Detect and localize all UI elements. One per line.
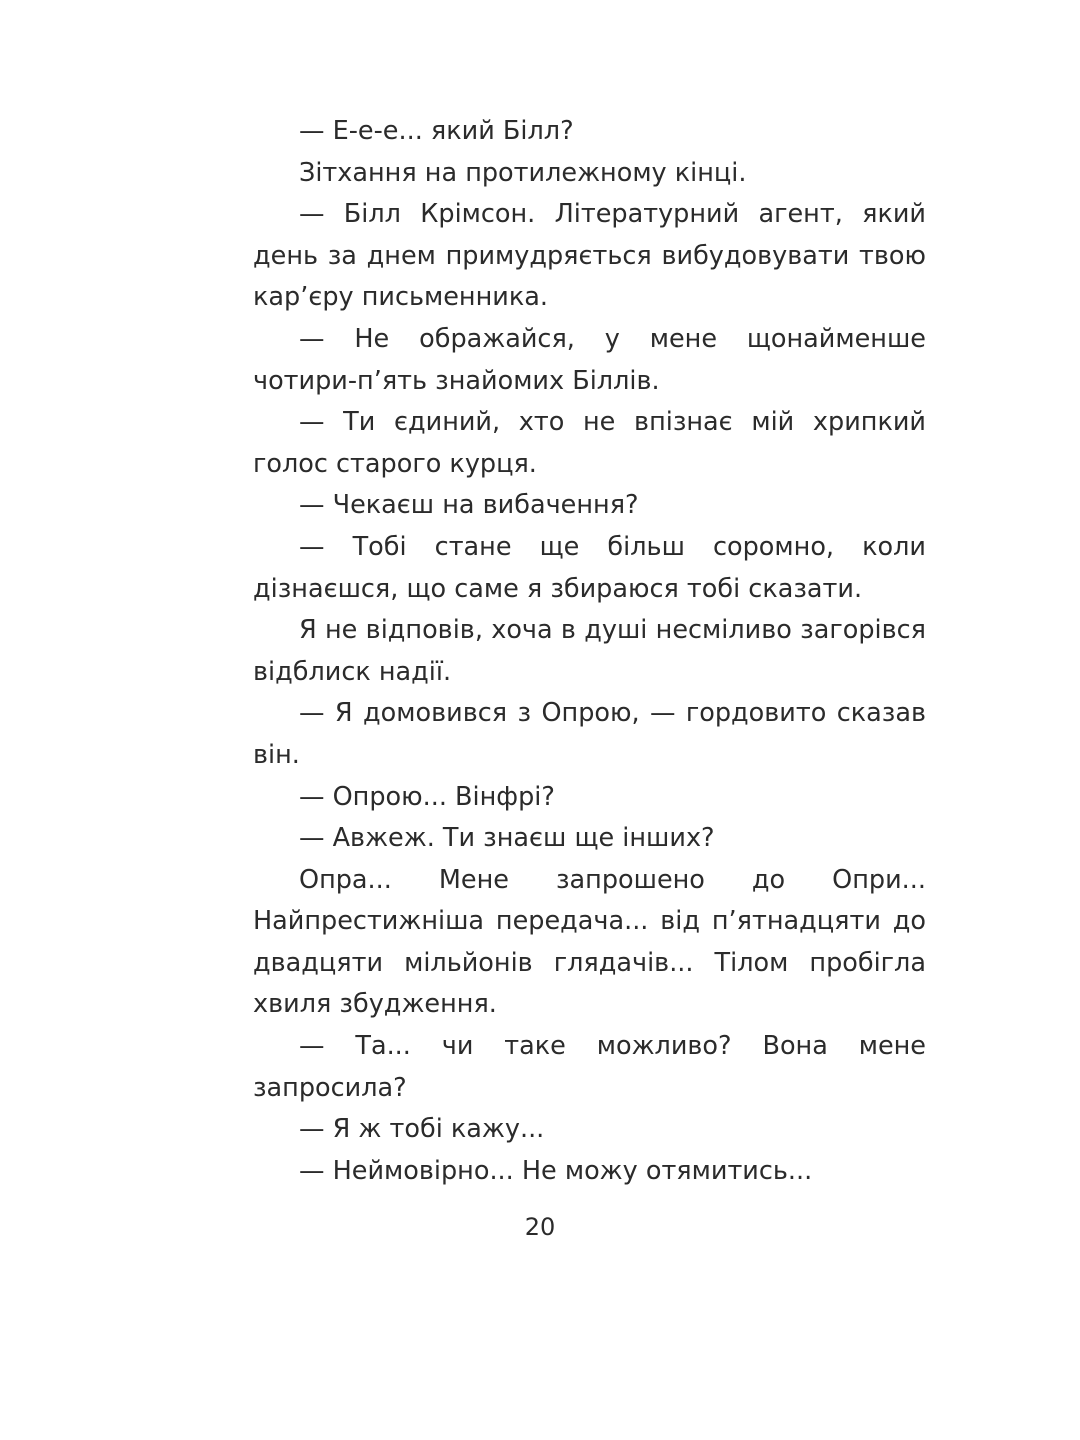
page-number: 20 — [524, 1213, 556, 1241]
paragraph: Я не відповів, хоча в душі несміливо загорівся відблиск надії. — [253, 615, 926, 687]
paragraph: — Авжеж. Ти знаєш ще інших? — [299, 823, 715, 854]
paragraph: — Не ображайся, у мене щонайменше чотири-п’ять знайомих Біллів. — [253, 323, 926, 396]
paragraph: — Я домовився з Опрою, — гордовито сказав він. — [253, 698, 926, 770]
paragraph: — Чекаєш на вибачення? — [299, 490, 639, 521]
paragraph: — Опрою... Вінфрі? — [299, 781, 555, 812]
paragraph: — Ти єдиний, хто не впізнає мій хрипкий голос старого курця. — [253, 407, 926, 479]
paragraph: Зітхання на протилежному кінці. — [299, 157, 747, 188]
paragraph: — Я ж тобі кажу... — [299, 1114, 545, 1145]
paragraph: — Тобі стане ще більш соромно, коли дізнаєшся, що саме я збираюся тобі сказати. — [253, 531, 926, 604]
paragraph: — Та... чи таке можливо? Вона мене запросила? — [253, 1031, 926, 1103]
paragraph: Опра... Мене запрошено до Опри... Найпрестижніша передача... від п’ятнадцяти до двадцяти мільйонів глядачів... Тілом пробігла хвиля збудження. — [253, 864, 926, 1020]
paragraph: — Е-е-е... який Білл? — [299, 116, 574, 146]
paragraph: — Неймовірно... Не можу отямитись... — [299, 1155, 813, 1186]
page-text — [253, 111, 926, 1192]
paragraph: — Білл Крімсон. Літературний агент, який день за днем примудряється вибудовувати твою кар’єру письменника. — [253, 199, 926, 313]
